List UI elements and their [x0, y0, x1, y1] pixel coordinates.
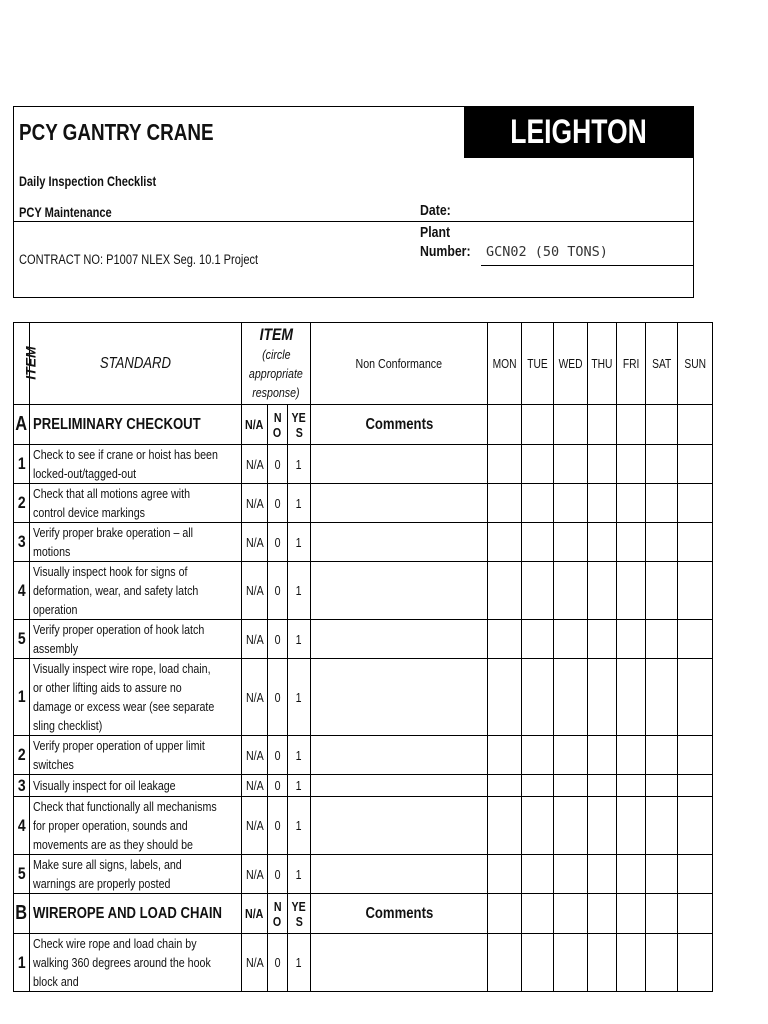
day-header-wed: WED [554, 323, 588, 405]
day-cell-sun[interactable] [678, 445, 713, 484]
day-cell-sat[interactable] [646, 484, 678, 523]
day-cell-sat[interactable] [646, 620, 678, 659]
section-title: PRELIMINARY CHECKOUT [30, 405, 242, 445]
section-yes-label: YE S [288, 405, 311, 445]
day-cell-fri[interactable] [617, 562, 646, 620]
day-cell-tue[interactable] [522, 562, 554, 620]
response-yes[interactable]: 1 [288, 445, 311, 484]
response-no[interactable]: 0 [268, 620, 288, 659]
day-cell-fri[interactable] [617, 797, 646, 855]
checklist-row [14, 620, 713, 659]
day-header-fri: FRI [617, 323, 646, 405]
plant-number-label: Plant Number: [420, 224, 471, 260]
response-no[interactable]: 0 [268, 562, 288, 620]
response-na[interactable]: N/A [242, 659, 268, 736]
day-cell-sat[interactable] [646, 523, 678, 562]
day-cell-fri[interactable] [617, 484, 646, 523]
day-cell-wed[interactable] [554, 736, 588, 775]
brand-logo: LEIGHTON [464, 107, 694, 158]
day-cell-tue[interactable] [522, 405, 554, 445]
day-cell-thu[interactable] [588, 523, 617, 562]
day-cell-sun[interactable] [678, 523, 713, 562]
day-cell-sun[interactable] [678, 659, 713, 736]
day-cell-sat[interactable] [646, 659, 678, 736]
response-yes[interactable]: 1 [288, 484, 311, 523]
day-cell-mon[interactable] [488, 562, 522, 620]
item-standard: Check that functionally all mechanisms for proper operation, sounds and movements are as they should be [30, 797, 242, 855]
response-yes[interactable]: 1 [288, 775, 311, 797]
item-number: 5 [14, 620, 30, 659]
day-cell-mon[interactable] [488, 659, 522, 736]
response-no[interactable]: 0 [268, 445, 288, 484]
response-no[interactable]: 0 [268, 934, 288, 992]
document-title: PCY GANTRY CRANE [19, 119, 214, 145]
day-cell-mon[interactable] [488, 620, 522, 659]
day-cell-mon[interactable] [488, 405, 522, 445]
day-cell-wed[interactable] [554, 445, 588, 484]
document-subtitle: Daily Inspection Checklist [19, 174, 157, 189]
day-cell-sun[interactable] [678, 934, 713, 992]
item-number: 5 [14, 855, 30, 894]
department-label: PCY Maintenance [19, 205, 112, 220]
section-header-row [14, 894, 713, 934]
day-cell-thu[interactable] [588, 797, 617, 855]
day-cell-mon[interactable] [488, 894, 522, 934]
day-cell-sat[interactable] [646, 855, 678, 894]
item-number: 1 [14, 659, 30, 736]
response-na[interactable]: N/A [242, 934, 268, 992]
item-standard: Visually inspect for oil leakage [30, 775, 242, 797]
day-cell-thu[interactable] [588, 659, 617, 736]
day-cell-wed[interactable] [554, 934, 588, 992]
comments-header: Comments [311, 894, 488, 934]
non-conformance-cell[interactable] [311, 659, 488, 736]
day-cell-tue[interactable] [522, 659, 554, 736]
checklist-row [14, 484, 713, 523]
response-na[interactable]: N/A [242, 484, 268, 523]
item-number: 4 [14, 562, 30, 620]
response-na[interactable]: N/A [242, 775, 268, 797]
day-cell-wed[interactable] [554, 659, 588, 736]
checklist-row [14, 775, 713, 797]
day-cell-sun[interactable] [678, 405, 713, 445]
day-cell-tue[interactable] [522, 934, 554, 992]
day-cell-sat[interactable] [646, 894, 678, 934]
response-na[interactable]: N/A [242, 523, 268, 562]
day-cell-thu[interactable] [588, 855, 617, 894]
day-cell-tue[interactable] [522, 523, 554, 562]
day-header-sun: SUN [678, 323, 713, 405]
day-cell-sun[interactable] [678, 484, 713, 523]
day-cell-sat[interactable] [646, 736, 678, 775]
plant-number-value[interactable]: GCN02 (50 TONS) [486, 244, 608, 260]
day-cell-tue[interactable] [522, 797, 554, 855]
day-cell-mon[interactable] [488, 855, 522, 894]
response-no[interactable]: 0 [268, 855, 288, 894]
item-standard: Visually inspect wire rope, load chain, or other lifting aids to assure no damage or excess wear (see separate sling checklist) [30, 659, 242, 736]
comments-header: Comments [311, 405, 488, 445]
section-letter: B [14, 894, 30, 934]
day-cell-fri[interactable] [617, 775, 646, 797]
section-no-label: N O [268, 894, 288, 934]
day-cell-wed[interactable] [554, 894, 588, 934]
day-cell-fri[interactable] [617, 855, 646, 894]
day-cell-wed[interactable] [554, 620, 588, 659]
non-conformance-cell[interactable] [311, 484, 488, 523]
day-cell-mon[interactable] [488, 484, 522, 523]
checklist-header [13, 106, 694, 298]
day-cell-tue[interactable] [522, 894, 554, 934]
checklist-row [14, 855, 713, 894]
section-yes-label: YE S [288, 894, 311, 934]
checklist-row [14, 445, 713, 484]
day-cell-thu[interactable] [588, 484, 617, 523]
day-cell-wed[interactable] [554, 484, 588, 523]
day-cell-sat[interactable] [646, 934, 678, 992]
day-cell-mon[interactable] [488, 934, 522, 992]
non-conformance-cell[interactable] [311, 797, 488, 855]
day-cell-tue[interactable] [522, 484, 554, 523]
section-no-label: N O [268, 405, 288, 445]
day-cell-sat[interactable] [646, 797, 678, 855]
day-cell-thu[interactable] [588, 562, 617, 620]
day-cell-wed[interactable] [554, 775, 588, 797]
non-conformance-cell[interactable] [311, 934, 488, 992]
non-conformance-cell[interactable] [311, 445, 488, 484]
response-yes[interactable]: 1 [288, 855, 311, 894]
day-cell-thu[interactable] [588, 620, 617, 659]
day-cell-thu[interactable] [588, 736, 617, 775]
item-standard: Check that all motions agree with control device markings [30, 484, 242, 523]
day-cell-wed[interactable] [554, 405, 588, 445]
day-cell-sun[interactable] [678, 562, 713, 620]
non-conformance-cell[interactable] [311, 562, 488, 620]
checklist-row [14, 736, 713, 775]
section-header-row [14, 405, 713, 445]
day-cell-wed[interactable] [554, 562, 588, 620]
response-yes[interactable]: 1 [288, 620, 311, 659]
day-cell-sun[interactable] [678, 620, 713, 659]
day-cell-thu[interactable] [588, 445, 617, 484]
response-yes[interactable]: 1 [288, 736, 311, 775]
item-number: 4 [14, 797, 30, 855]
day-cell-fri[interactable] [617, 736, 646, 775]
day-cell-mon[interactable] [488, 797, 522, 855]
checklist-row [14, 797, 713, 855]
day-cell-sat[interactable] [646, 562, 678, 620]
day-cell-thu[interactable] [588, 775, 617, 797]
response-no[interactable]: 0 [268, 736, 288, 775]
day-cell-sat[interactable] [646, 445, 678, 484]
item-number: 3 [14, 775, 30, 797]
non-conformance-cell[interactable] [311, 855, 488, 894]
day-cell-thu[interactable] [588, 894, 617, 934]
item-standard: Verify proper brake operation – all motions [30, 523, 242, 562]
day-cell-tue[interactable] [522, 855, 554, 894]
contract-number: CONTRACT NO: P1007 NLEX Seg. 10.1 Project [19, 252, 259, 267]
response-yes[interactable]: 1 [288, 562, 311, 620]
day-cell-sun[interactable] [678, 797, 713, 855]
inspection-checklist-table [13, 322, 713, 992]
checklist-row [14, 934, 713, 992]
day-cell-thu[interactable] [588, 934, 617, 992]
response-no[interactable]: 0 [268, 484, 288, 523]
day-cell-mon[interactable] [488, 523, 522, 562]
item-response-header: ITEM (circle appropriate response) [242, 323, 311, 405]
item-number: 1 [14, 445, 30, 484]
response-no[interactable]: 0 [268, 775, 288, 797]
section-na-label: N/A [242, 405, 268, 445]
day-cell-tue[interactable] [522, 445, 554, 484]
item-column-header: ITEM [14, 323, 30, 405]
day-cell-mon[interactable] [488, 445, 522, 484]
day-header-sat: SAT [646, 323, 678, 405]
non-conformance-cell[interactable] [311, 736, 488, 775]
checklist-body [14, 405, 713, 992]
item-standard: Verify proper operation of upper limit switches [30, 736, 242, 775]
day-cell-fri[interactable] [617, 934, 646, 992]
day-cell-sun[interactable] [678, 775, 713, 797]
section-title: WIREROPE AND LOAD CHAIN [30, 894, 242, 934]
item-number: 1 [14, 934, 30, 992]
day-cell-fri[interactable] [617, 659, 646, 736]
response-yes[interactable]: 1 [288, 797, 311, 855]
date-label: Date: [420, 202, 451, 219]
day-cell-mon[interactable] [488, 736, 522, 775]
response-na[interactable]: N/A [242, 445, 268, 484]
day-header-tue: TUE [522, 323, 554, 405]
item-standard: Visually inspect hook for signs of deformation, wear, and safety latch operation [30, 562, 242, 620]
day-cell-fri[interactable] [617, 523, 646, 562]
day-header-thu: THU [588, 323, 617, 405]
day-cell-tue[interactable] [522, 736, 554, 775]
item-number: 3 [14, 523, 30, 562]
response-no[interactable]: 0 [268, 797, 288, 855]
table-header-row [14, 323, 713, 405]
day-cell-tue[interactable] [522, 775, 554, 797]
item-standard: Verify proper operation of hook latch assembly [30, 620, 242, 659]
non-conformance-cell[interactable] [311, 775, 488, 797]
response-no[interactable]: 0 [268, 523, 288, 562]
response-yes[interactable]: 1 [288, 523, 311, 562]
non-conformance-cell[interactable] [311, 523, 488, 562]
non-conformance-header: Non Conformance [311, 323, 488, 405]
header-divider [14, 221, 694, 222]
day-header-mon: MON [488, 323, 522, 405]
day-cell-wed[interactable] [554, 797, 588, 855]
day-cell-thu[interactable] [588, 405, 617, 445]
section-na-label: N/A [242, 894, 268, 934]
day-cell-sat[interactable] [646, 405, 678, 445]
response-yes[interactable]: 1 [288, 659, 311, 736]
item-number: 2 [14, 484, 30, 523]
day-cell-wed[interactable] [554, 523, 588, 562]
item-number: 2 [14, 736, 30, 775]
checklist-row [14, 562, 713, 620]
item-standard: Check wire rope and load chain by walking 360 degrees around the hook block and [30, 934, 242, 992]
response-no[interactable]: 0 [268, 659, 288, 736]
plant-number-underline [481, 265, 694, 266]
day-cell-fri[interactable] [617, 620, 646, 659]
response-na[interactable]: N/A [242, 562, 268, 620]
checklist-row [14, 523, 713, 562]
checklist-row [14, 659, 713, 736]
day-cell-sat[interactable] [646, 775, 678, 797]
response-na[interactable]: N/A [242, 736, 268, 775]
item-standard: Check to see if crane or hoist has been locked-out/tagged-out [30, 445, 242, 484]
standard-column-header: STANDARD [30, 323, 242, 405]
day-cell-mon[interactable] [488, 775, 522, 797]
day-cell-sun[interactable] [678, 736, 713, 775]
day-cell-wed[interactable] [554, 855, 588, 894]
response-yes[interactable]: 1 [288, 934, 311, 992]
section-letter: A [14, 405, 30, 445]
response-na[interactable]: N/A [242, 855, 268, 894]
day-cell-fri[interactable] [617, 445, 646, 484]
day-cell-fri[interactable] [617, 405, 646, 445]
day-cell-sun[interactable] [678, 894, 713, 934]
non-conformance-cell[interactable] [311, 620, 488, 659]
response-na[interactable]: N/A [242, 620, 268, 659]
day-cell-fri[interactable] [617, 894, 646, 934]
response-na[interactable]: N/A [242, 797, 268, 855]
day-cell-sun[interactable] [678, 855, 713, 894]
day-cell-tue[interactable] [522, 620, 554, 659]
item-standard: Make sure all signs, labels, and warnings are properly posted [30, 855, 242, 894]
